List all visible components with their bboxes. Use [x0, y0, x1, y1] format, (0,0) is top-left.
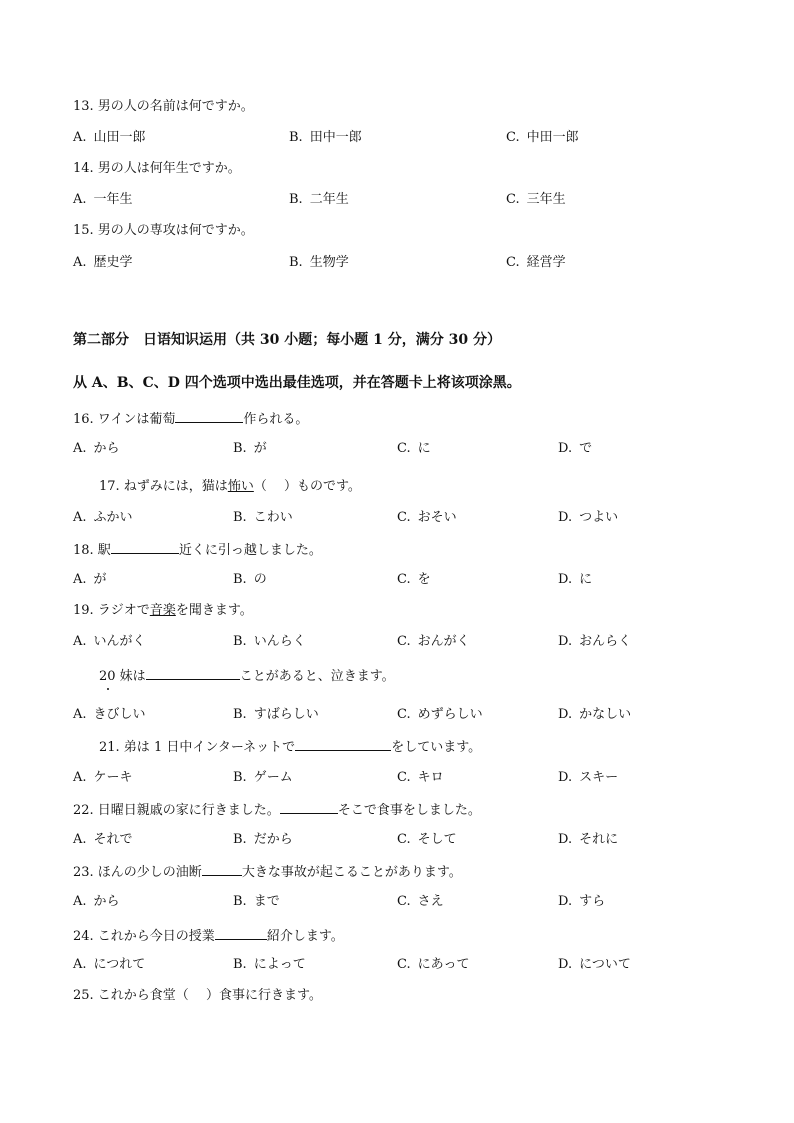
question-15-stem: 15. 男の人の専攻は何ですか。 [73, 223, 254, 238]
option-text: おんらく [579, 634, 632, 649]
q24-option-c [397, 957, 470, 973]
stem-text: 作られる。 [243, 412, 309, 427]
option-letter: B. [233, 634, 247, 649]
option-letter: A. [73, 510, 87, 525]
option-text: 歴史学 [93, 255, 133, 270]
q21-option-d [558, 770, 618, 786]
q16-option-b [233, 441, 267, 457]
option-letter: A. [73, 957, 87, 972]
q13-option-b [289, 130, 362, 146]
option-text: さえ [417, 894, 444, 909]
option-letter: C. [506, 192, 520, 207]
stem-text: を聞きます。 [175, 603, 253, 618]
option-text: で [579, 441, 593, 456]
stem-text: 22. 日曜日親戚の家に行きました。 [73, 803, 280, 818]
option-text: そして [417, 832, 457, 847]
option-text: 一年生 [93, 192, 133, 207]
q15-option-a [73, 255, 133, 271]
option-letter: B. [233, 894, 247, 909]
option-text: につれて [93, 957, 146, 972]
option-text: の [253, 572, 267, 587]
stem-text: 大きな事故が起こることがあります。 [241, 865, 462, 880]
answer-blank [146, 667, 240, 680]
stem-text: 21. 弟は 1 日中インターネットで [99, 740, 296, 755]
stem-text: 16. ワインは葡萄 [73, 412, 176, 427]
question-22-stem [73, 801, 481, 819]
option-text: いんがく [93, 634, 146, 649]
option-text: こわい [253, 510, 293, 525]
option-text: まで [253, 894, 280, 909]
option-letter: C. [506, 130, 520, 145]
q20-option-d [558, 707, 631, 723]
stray-dot [107, 688, 109, 690]
q14-option-c [506, 192, 566, 208]
stem-text: 19. ラジオで [73, 603, 150, 618]
option-text: それで [93, 832, 133, 847]
section-title: 第二部分 日语知识运用（共 30 小题；每小题 1 分，满分 30 分） [73, 332, 501, 348]
option-text: を [417, 572, 431, 587]
option-letter: B. [233, 770, 247, 785]
option-letter: A. [73, 441, 87, 456]
option-letter: D. [558, 510, 573, 525]
option-letter: D. [558, 441, 573, 456]
q19-option-b [233, 634, 306, 650]
option-text: 経営学 [526, 255, 566, 270]
underlined-word: 怖い [227, 479, 254, 494]
question-21-stem [99, 738, 481, 756]
option-letter: B. [233, 707, 247, 722]
question-24-stem [73, 927, 344, 945]
option-letter: D. [558, 634, 573, 649]
question-19-stem [73, 603, 253, 619]
option-letter: B. [289, 192, 303, 207]
q16-option-d [558, 441, 592, 457]
q19-option-a [73, 634, 146, 650]
option-letter: A. [73, 572, 87, 587]
option-letter: B. [233, 832, 247, 847]
question-14-stem: 14. 男の人は何年生ですか。 [73, 161, 241, 176]
q14-option-b [289, 192, 349, 208]
stem-text: 紹介します。 [266, 929, 344, 944]
q21-option-a [73, 770, 133, 786]
option-letter: C. [397, 957, 411, 972]
option-text: だから [253, 832, 293, 847]
option-text: つよい [579, 510, 619, 525]
section-instruction: 从 A、B、C、D 四个选项中选出最佳选项，并在答题卡上将该项涂黑。 [73, 375, 521, 391]
option-letter: B. [289, 130, 303, 145]
q20-option-a [73, 707, 146, 723]
q13-option-a [73, 130, 146, 146]
answer-blank [215, 927, 267, 940]
option-text: キロ [417, 770, 444, 785]
option-letter: B. [233, 957, 247, 972]
option-letter: B. [233, 572, 247, 587]
option-text: ゲーム [253, 770, 293, 785]
stem-text: 24. これから今日の授業 [73, 929, 215, 944]
stem-text: そこで食事をしました。 [337, 803, 481, 818]
q24-option-d [558, 957, 631, 973]
q22-option-a [73, 832, 133, 848]
q19-option-d [558, 634, 631, 650]
q15-option-b [289, 255, 349, 271]
option-letter: A. [73, 192, 87, 207]
option-text: ケーキ [93, 770, 133, 785]
stem-text: 近くに引っ越しました。 [178, 543, 322, 558]
q18-option-b [233, 572, 267, 588]
stem-text: （ ）ものです。 [253, 479, 361, 494]
stem-text: 23. ほんの少しの油断 [73, 865, 202, 880]
question-23-stem [73, 863, 462, 881]
question-25-stem: 25. これから食堂（ ）食事に行きます。 [73, 988, 322, 1003]
option-letter: D. [558, 832, 573, 847]
question-13-stem: 13. 男の人の名前は何ですか。 [73, 99, 254, 114]
option-text: が [93, 572, 107, 587]
q20-option-b [233, 707, 319, 723]
stem-text: 20 妹は [99, 669, 146, 684]
answer-blank [202, 863, 242, 876]
q16-option-c [397, 441, 431, 457]
option-letter: C. [397, 572, 411, 587]
q24-option-a [73, 957, 145, 973]
q17-option-b [233, 510, 293, 526]
option-text: 生物学 [309, 255, 349, 270]
option-text: から [93, 894, 120, 909]
q15-option-c [506, 255, 566, 271]
q23-option-d [558, 894, 605, 910]
answer-blank [175, 410, 243, 423]
answer-blank [280, 801, 338, 814]
option-letter: B. [289, 255, 303, 270]
option-letter: D. [558, 894, 573, 909]
stem-text: ことがあると、泣きます。 [239, 669, 395, 684]
option-text: きびしい [93, 707, 146, 722]
option-text: 二年生 [309, 192, 349, 207]
q17-option-c [397, 510, 457, 526]
stem-text: をしています。 [391, 740, 482, 755]
option-letter: C. [397, 894, 411, 909]
option-letter: C. [397, 441, 411, 456]
option-letter: A. [73, 634, 87, 649]
question-16-stem [73, 410, 308, 428]
answer-blank [295, 738, 391, 751]
option-text: それに [579, 832, 619, 847]
option-letter: A. [73, 707, 87, 722]
option-text: かなしい [579, 707, 632, 722]
option-letter: A. [73, 832, 87, 847]
underlined-word: 音楽 [149, 603, 176, 618]
option-letter: C. [397, 707, 411, 722]
q22-option-c [397, 832, 457, 848]
q22-option-d [558, 832, 618, 848]
option-text: に [579, 572, 593, 587]
option-text: おんがく [417, 634, 470, 649]
option-text: すばらしい [253, 707, 319, 722]
option-text: ふかい [93, 510, 133, 525]
q17-option-d [558, 510, 618, 526]
option-letter: B. [233, 510, 247, 525]
question-20-stem [99, 667, 395, 685]
stem-text: 17. ねずみには，猫は [99, 479, 228, 494]
q16-option-a [73, 441, 120, 457]
q23-option-c [397, 894, 444, 910]
option-letter: D. [558, 572, 573, 587]
option-letter: A. [73, 255, 87, 270]
option-text: スキー [579, 770, 619, 785]
q24-option-b [233, 957, 306, 973]
option-letter: D. [558, 957, 573, 972]
option-text: いんらく [253, 634, 306, 649]
q13-option-c [506, 130, 579, 146]
stem-text: 18. 駅 [73, 543, 111, 558]
option-text: めずらしい [417, 707, 483, 722]
question-18-stem [73, 541, 322, 559]
option-letter: A. [73, 894, 87, 909]
option-letter: C. [397, 770, 411, 785]
q19-option-c [397, 634, 470, 650]
option-text: について [579, 957, 631, 972]
option-text: によって [253, 957, 306, 972]
q18-option-d [558, 572, 592, 588]
option-letter: B. [233, 441, 247, 456]
q21-option-b [233, 770, 293, 786]
question-17-stem [99, 479, 361, 495]
option-letter: D. [558, 770, 573, 785]
option-text: 田中一郎 [309, 130, 362, 145]
q18-option-a [73, 572, 107, 588]
option-letter: C. [397, 634, 411, 649]
option-letter: C. [397, 510, 411, 525]
q18-option-c [397, 572, 431, 588]
option-letter: C. [397, 832, 411, 847]
q17-option-a [73, 510, 133, 526]
q20-option-c [397, 707, 483, 723]
option-text: 三年生 [526, 192, 566, 207]
option-text: 中田一郎 [526, 130, 579, 145]
option-letter: A. [73, 770, 87, 785]
option-text: から [93, 441, 120, 456]
q21-option-c [397, 770, 444, 786]
q14-option-a [73, 192, 133, 208]
option-text: が [253, 441, 267, 456]
option-letter: D. [558, 707, 573, 722]
option-text: 山田一郎 [93, 130, 146, 145]
option-letter: C. [506, 255, 520, 270]
q23-option-a [73, 894, 120, 910]
option-text: すら [579, 894, 606, 909]
option-text: に [417, 441, 431, 456]
answer-blank [111, 541, 179, 554]
option-text: にあって [417, 957, 470, 972]
option-letter: A. [73, 130, 87, 145]
q22-option-b [233, 832, 293, 848]
q23-option-b [233, 894, 280, 910]
option-text: おそい [417, 510, 457, 525]
